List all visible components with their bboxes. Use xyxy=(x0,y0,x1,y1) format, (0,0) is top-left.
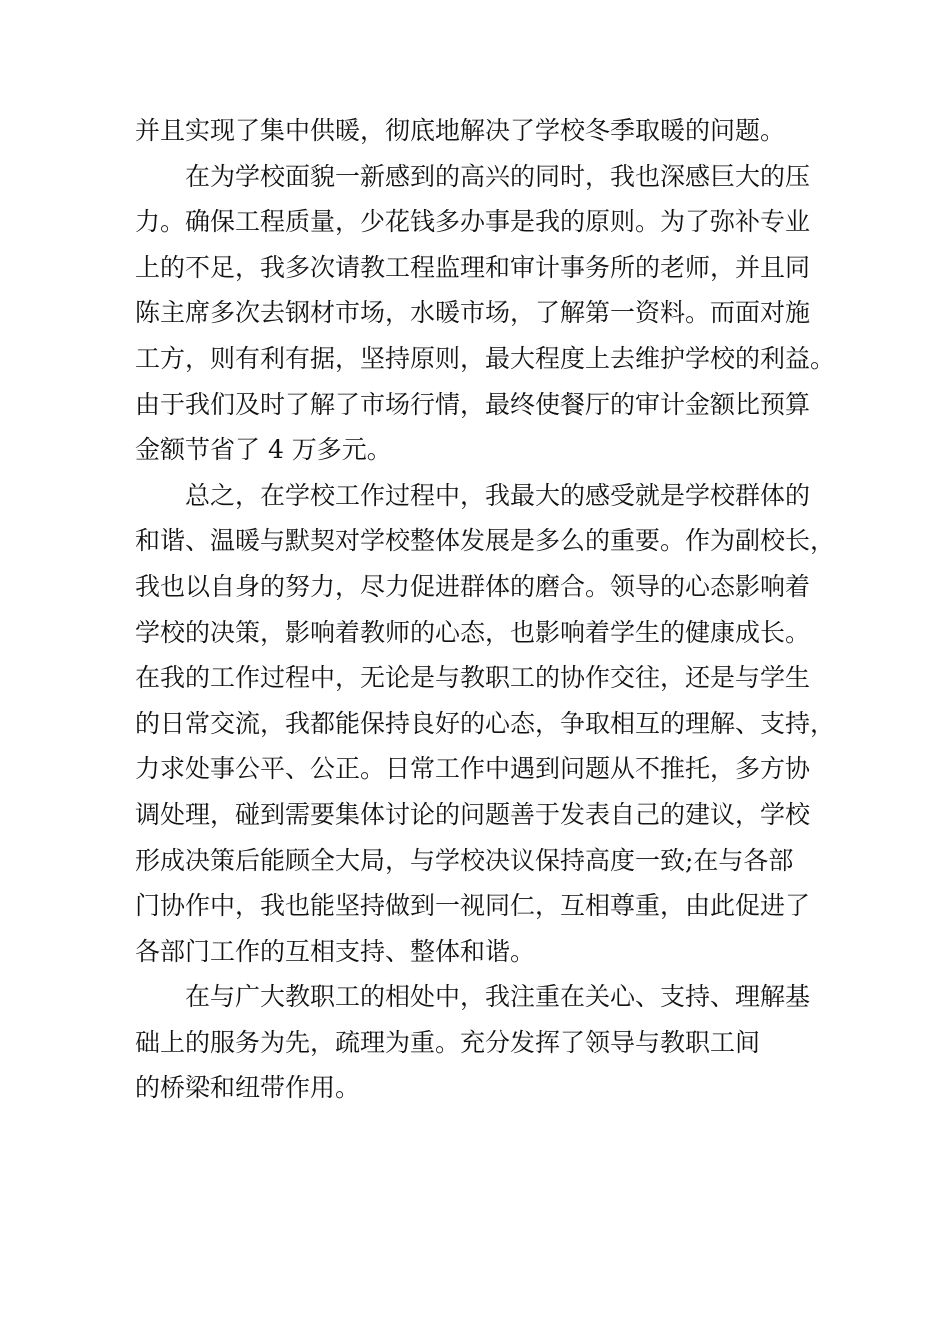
paragraph-1 xyxy=(135,108,855,154)
text-line: 形成决策后能顾全大局，与学校决议保持高度一致;在与各部 xyxy=(135,845,794,875)
text-line: 的桥梁和纽带作用。 xyxy=(135,1073,361,1103)
text-line: 门协作中，我也能坚持做到一视同仁，互相尊重，由此促进了 xyxy=(135,891,811,921)
text-line: 总之，在学校工作过程中，我最大的感受就是学校群体的 xyxy=(185,480,811,510)
text-line: 各部门工作的互相支持、整体和谐。 xyxy=(135,936,536,966)
text-line: 在我的工作过程中，无论是与教职工的协作交往，还是与学生 xyxy=(135,663,811,693)
text-line: 工方，则有利有据，坚持原则，最大程度上去维护学校的利益。 xyxy=(135,343,836,373)
text-line: 础上的服务为先，疏理为重。充分发挥了领导与教职工间 xyxy=(135,1027,761,1057)
text-line: 由于我们及时了解了市场行情，最终使餐厅的审计金额比预算 xyxy=(135,389,811,419)
paragraph-3 xyxy=(135,473,855,975)
text-line: 的日常交流，我都能保持良好的心态，争取相互的理解、支持， xyxy=(135,708,836,738)
text-line: 学校的决策，影响着教师的心态，也影响着学生的健康成长。 xyxy=(135,617,811,647)
document-body xyxy=(135,108,855,1111)
text-line: 在与广大教职工的相处中，我注重在关心、支持、理解基 xyxy=(185,982,811,1012)
text-line: 和谐、温暖与默契对学校整体发展是多么的重要。作为副校长， xyxy=(135,526,836,556)
text-line: 金额节省了 4 万多元。 xyxy=(135,435,392,465)
text-line: 并且实现了集中供暖，彻底地解决了学校冬季取暖的问题。 xyxy=(135,116,786,145)
text-line: 在为学校面貌一新感到的高兴的同时，我也深感巨大的压 xyxy=(185,161,811,191)
text-line: 陈主席多次去钢材市场，水暖市场，了解第一资料。而面对施 xyxy=(135,298,811,328)
text-line: 上的不足，我多次请教工程监理和审计事务所的老师，并且同 xyxy=(135,252,811,282)
text-line: 我也以自身的努力，尽力促进群体的磨合。领导的心态影响着 xyxy=(135,571,811,601)
text-line: 调处理，碰到需要集体讨论的问题善于发表自己的建议，学校 xyxy=(135,799,811,829)
text-line: 力求处事公平、公正。日常工作中遇到问题从不推托，多方协 xyxy=(135,754,811,784)
paragraph-2 xyxy=(135,154,855,473)
text-line: 力。确保工程质量，少花钱多办事是我的原则。为了弥补专业 xyxy=(135,207,811,237)
paragraph-4 xyxy=(135,974,855,1111)
